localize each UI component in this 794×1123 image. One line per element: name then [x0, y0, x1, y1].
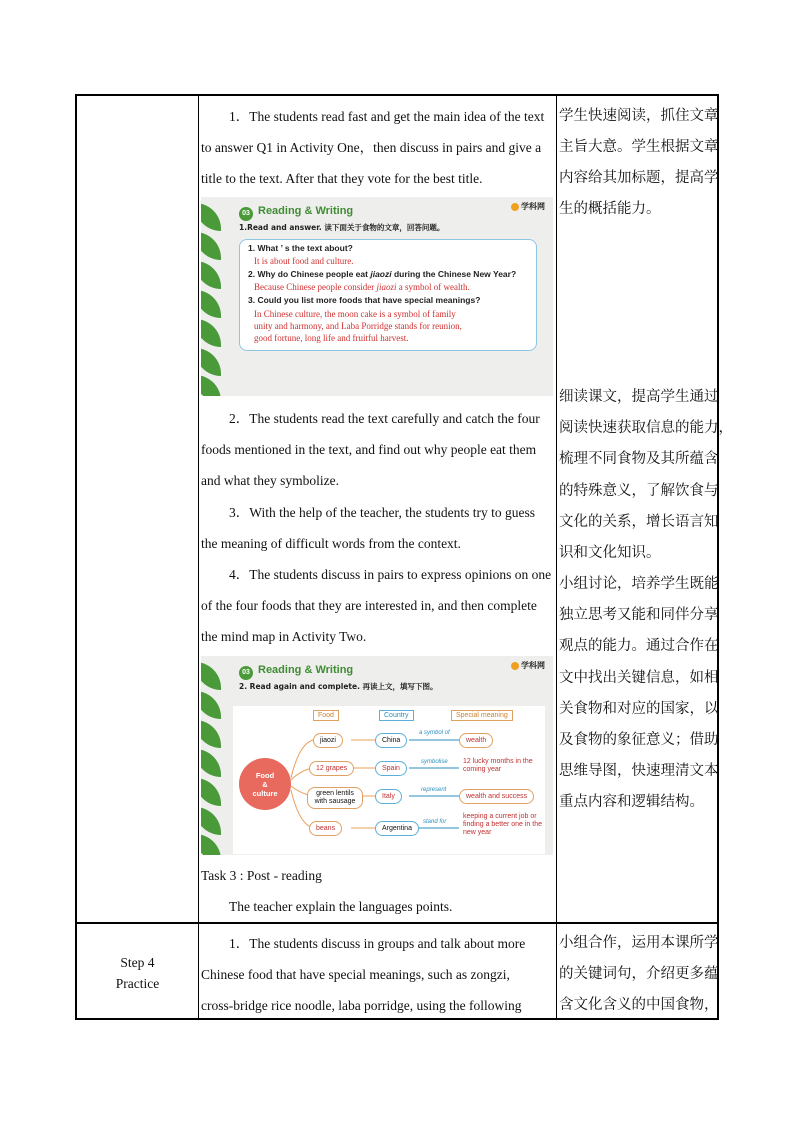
- purpose-c-line8: 重点内容和逻辑结构。: [559, 794, 704, 810]
- leaf-decoration: [201, 290, 221, 318]
- slide-mind-map: [201, 656, 553, 855]
- purpose-b-line1: 细读课文，提高学生通过: [559, 389, 719, 405]
- section-badge: 03: [239, 666, 253, 680]
- food-node: 12 grapes: [309, 761, 354, 776]
- slide-title: Reading & Writing: [258, 664, 354, 676]
- leaf-decoration: [201, 261, 221, 289]
- activity-p3-line2: the meaning of difficult words from the context.: [201, 536, 461, 551]
- food-node: jiaozi: [313, 733, 343, 748]
- verb-label: symbolise: [421, 759, 448, 765]
- header-special-meaning: Special meaning: [451, 710, 513, 721]
- purpose-d-line2: 的关键词句，介绍更多蕴: [559, 966, 719, 982]
- header-country: Country: [379, 710, 414, 721]
- country-node: Argentina: [375, 821, 419, 836]
- purpose-b-line4: 的特殊意义，了解饮食与: [559, 483, 719, 499]
- food-node: green lentils with sausage: [307, 787, 363, 809]
- task3-body: The teacher explain the languages points.: [229, 899, 453, 914]
- leaf-decoration: [201, 807, 221, 835]
- purpose-c-line3: 观点的能力。通过合作在: [559, 638, 719, 654]
- activity-p3-line1: 3．With the help of the teacher, the students try to guess: [229, 505, 535, 520]
- mind-map: [233, 706, 545, 854]
- activity-p2-line1: 2．The students read the text carefully and catch the four: [229, 411, 540, 426]
- leaf-decoration: [201, 348, 221, 376]
- lesson-table: [75, 94, 733, 1020]
- purpose-c-line2: 独立思考又能和同伴分享: [559, 607, 719, 623]
- step4-line1: 1．The students discuss in groups and talk about more: [229, 936, 526, 951]
- leaf-decoration: [201, 778, 221, 806]
- activity-p4-line1: 4．The students discuss in pairs to express opinions on one: [229, 567, 552, 582]
- question-3: 3. Could you list more foods that have special meanings?: [248, 295, 481, 305]
- purpose-a-line2: 主旨大意。学生根据文章: [559, 139, 719, 155]
- activity-p1-line1: 1．The students read fast and get the main idea of the text: [229, 109, 545, 124]
- section-badge: 03: [239, 207, 253, 221]
- meaning-text: 12 lucky months in the coming year: [463, 758, 533, 773]
- meaning-text: keeping a current job or finding a better one in the new year: [463, 813, 543, 836]
- step4-line3: cross-bridge rice noodle, laba porridge, using the following: [201, 998, 522, 1013]
- purpose-c-line1: 小组讨论，培养学生既能: [559, 576, 719, 592]
- leaf-decoration: [201, 749, 221, 777]
- purpose-d-line3: 含文化含义的中国食物，: [559, 997, 719, 1013]
- verb-label: stand for: [423, 819, 447, 825]
- purpose-a-line3: 内容给其加标题，提高学: [559, 170, 719, 186]
- center-node: Food & culture: [239, 758, 291, 810]
- purpose-c-line5: 关食物和对应的国家，以: [559, 701, 719, 717]
- purpose-b-line3: 梳理不同食物及其所蕴含: [559, 451, 719, 467]
- step-label: Step 4: [120, 955, 155, 970]
- answer-3-line3: good fortune, long life and fruitful harvest.: [254, 333, 409, 343]
- activity-p2-line3: and what they symbolize.: [201, 473, 339, 488]
- header-food: Food: [313, 710, 339, 721]
- column-divider: [556, 96, 557, 1018]
- purpose-c-line7: 思维导图，快速理清文本: [559, 763, 719, 779]
- slide-read-and-answer: [201, 197, 553, 396]
- verb-label: a symbol of: [419, 730, 450, 736]
- leaf-decoration: [201, 720, 221, 748]
- activity-p1-line3: title to the text. After that they vote for the best title.: [201, 171, 483, 186]
- leaf-decoration: [201, 375, 221, 396]
- leaf-decoration: [201, 691, 221, 719]
- food-node: beans: [309, 821, 342, 836]
- slide-title: Reading & Writing: [258, 205, 354, 217]
- country-node: Italy: [375, 789, 402, 804]
- leaf-decoration: [201, 662, 221, 690]
- country-node: Spain: [375, 761, 407, 776]
- brand-logo: 学科网: [511, 660, 545, 671]
- activity-p2-line2: foods mentioned in the text, and find out why people eat them: [201, 442, 537, 457]
- brand-logo: 学科网: [511, 201, 545, 212]
- activity-p4-line2: of the four foods that they are interested in, and then complete: [201, 598, 537, 613]
- answer-1: It is about food and culture.: [254, 256, 354, 266]
- purpose-b-line6: 识和文化知识。: [559, 545, 661, 561]
- leaf-decoration: [201, 319, 221, 347]
- purpose-b-line5: 文化的关系，增长语言知: [559, 514, 719, 530]
- answer-3-line2: unity and harmony, and Laba Porridge stands for reunion,: [254, 321, 462, 331]
- purpose-c-line6: 及食物的象征意义；借助: [559, 732, 719, 748]
- verb-label: represent: [421, 787, 447, 793]
- task3-heading: Task 3 : Post - reading: [201, 868, 322, 883]
- column-divider: [198, 96, 199, 1018]
- purpose-c-line4: 文中找出关键信息，如相: [559, 670, 719, 686]
- step-name: Practice: [115, 976, 160, 991]
- step4-line2: Chinese food that have special meanings, such as zongzi,: [201, 967, 510, 982]
- activity-p4-line3: the mind map in Activity Two.: [201, 629, 367, 644]
- meaning-node: wealth and success: [459, 789, 534, 804]
- leaf-decoration: [201, 232, 221, 260]
- leaf-decoration: [201, 834, 221, 855]
- slide-instruction: 1.Read and answer. 读下面关于食物的文章，回答问题。: [239, 223, 445, 232]
- question-box: [239, 239, 537, 351]
- country-node: China: [375, 733, 407, 748]
- leaf-decoration: [201, 203, 221, 231]
- question-1: 1. What ’ s the text about?: [248, 243, 353, 253]
- purpose-a-line4: 生的概括能力。: [559, 201, 661, 217]
- purpose-a-line1: 学生快速阅读，抓住文章: [559, 108, 719, 124]
- logo-icon: [511, 662, 519, 670]
- purpose-d-line1: 小组合作，运用本课所学: [559, 935, 719, 951]
- purpose-b-line2: 阅读快速获取信息的能力，: [559, 420, 733, 436]
- answer-2: Because Chinese people consider jiaozi a symbol of wealth.: [254, 282, 470, 292]
- logo-icon: [511, 203, 519, 211]
- question-2: 2. Why do Chinese people eat jiaozi during the Chinese New Year?: [248, 269, 517, 279]
- activity-p1-line2: to answer Q1 in Activity One，then discuss in pairs and give a: [201, 140, 542, 155]
- answer-3-line1: In Chinese culture, the moon cake is a symbol of family: [254, 309, 456, 319]
- meaning-node: wealth: [459, 733, 493, 748]
- row-divider: [77, 922, 717, 924]
- slide-instruction: 2. Read again and complete. 再读上文，填写下图。: [239, 682, 438, 691]
